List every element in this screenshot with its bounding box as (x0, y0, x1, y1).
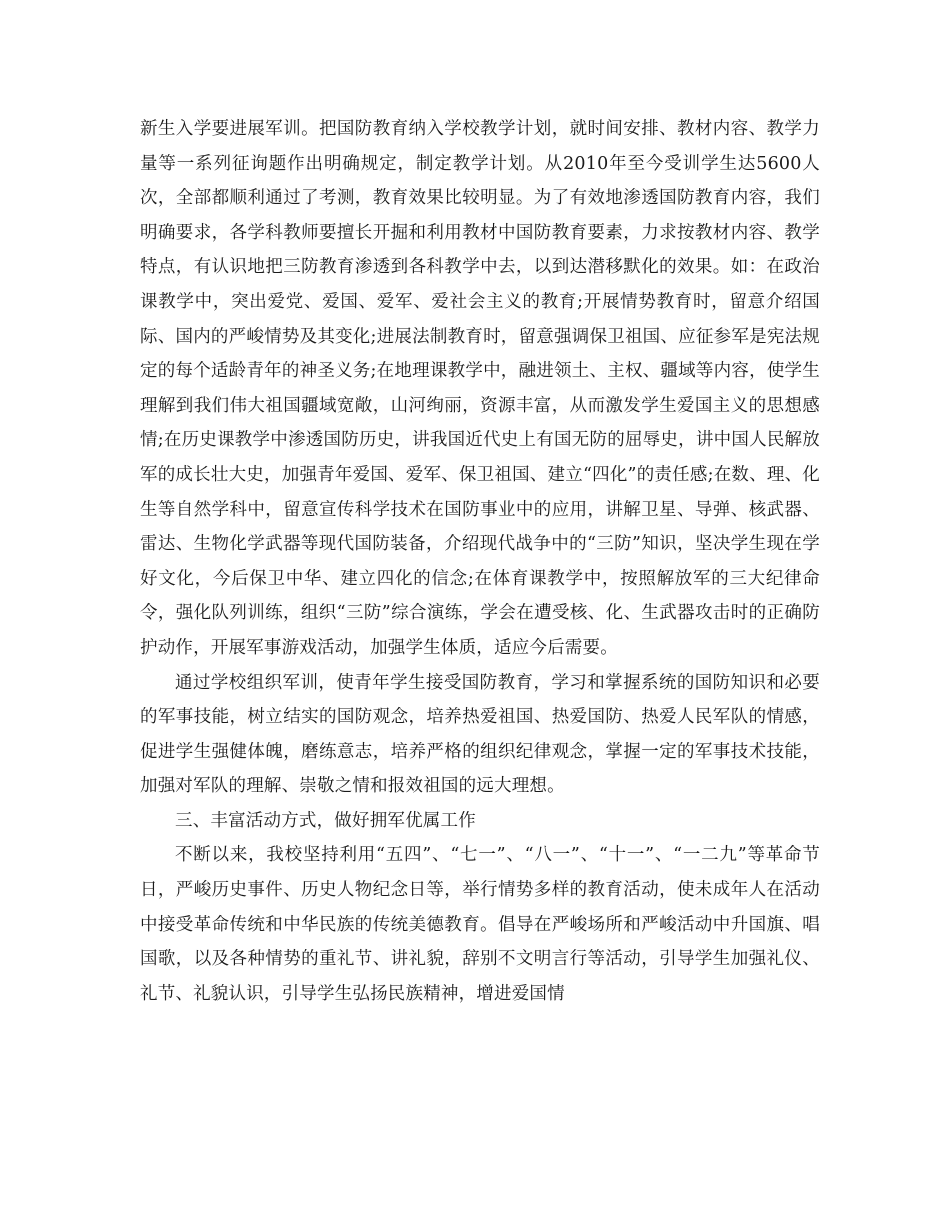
paragraph-military-training: 通过学校组织军训，使青年学生接受国防教育，学习和掌握系统的国防知识和必要的军事技能，树立结实的国防观念，培养热爱祖国、热爱国防、热爱人民军队的情感，促进学生强健体魄，磨练意志，培养严格的组织纪律观念，掌握一定的军事技术技能，加强对军队的理解、崇敬之情和报效祖国的远大理想。 (140, 672, 820, 797)
paragraph-continued: 新生入学要进展军训。把国防教育纳入学校教学计划，就时间安排、教材内容、教学力量等一系列征询题作出明确规定，制定教学计划。从2010年至今受训学生达5600人次，全部都顺利通过了考测，教育效果比较明显。为了有效地渗透国防教育内容，我们明确要求，各学科教师要擅长开掘和利用教材中国防教育要素，力求按教材内容、教学特点，有认识地把三防教育渗透到各科教学中去，以到达潜移默化的效果。如：在政治课教学中，突出爱党、爱国、爱军、爱社会主义的教育;开展情势教育时，留意介绍国际、国内的严峻情势及其变化;进展法制教育时，留意强调保卫祖国、应征参军是宪法规定的每个适龄青年的神圣义务;在地理课教学中，融进领土、主权、疆域等内容，使学生理解到我们伟大祖国疆域宽敞，山河绚丽，资源丰富，从而激发学生爱国主义的思想感情;在历史课教学中渗透国防历史，讲我国近代史上有国无防的屈辱史，讲中国人民解放军的成长壮大史，加强青年爱国、爱军、保卫祖国、建立“四化”的责任感;在数、理、化生等自然学科中，留意宣传科学技术在国防事业中的应用，讲解卫星、导弹、核武器、雷达、生物化学武器等现代国防装备，介绍现代战争中的“三防”知识，坚决学生现在学好文化，今后保卫中华、建立四化的信念;在体育课教学中，按照解放军的三大纪律命令，强化队列训练，组织“三防”综合演练，学会在遭受核、化、生武器攻击时的正确防护动作，开展军事游戏活动，加强学生体质，适应今后需要。 (140, 119, 820, 658)
section-heading: 三、丰富活动方式，做好拥军优属工作 (175, 810, 476, 831)
paragraph-activities: 不断以来，我校坚持利用“五四”、“七一”、“八一”、“十一”、“一二九”等革命节日，严峻历史事件、历史人物纪念日等，举行情势多样的教育活动，使未成年人在活动中接受革命传统和中华民族的传统美德教育。倡导在严峻场所和严峻活动中升国旗、唱国歌，以及各种情势的重礼节、讲礼貌，辞别不文明言行等活动，引导学生加强礼仪、礼节、礼貌认识，引导学生弘扬民族精神，增进爱国情 (140, 845, 820, 1004)
document-body (140, 112, 820, 1011)
